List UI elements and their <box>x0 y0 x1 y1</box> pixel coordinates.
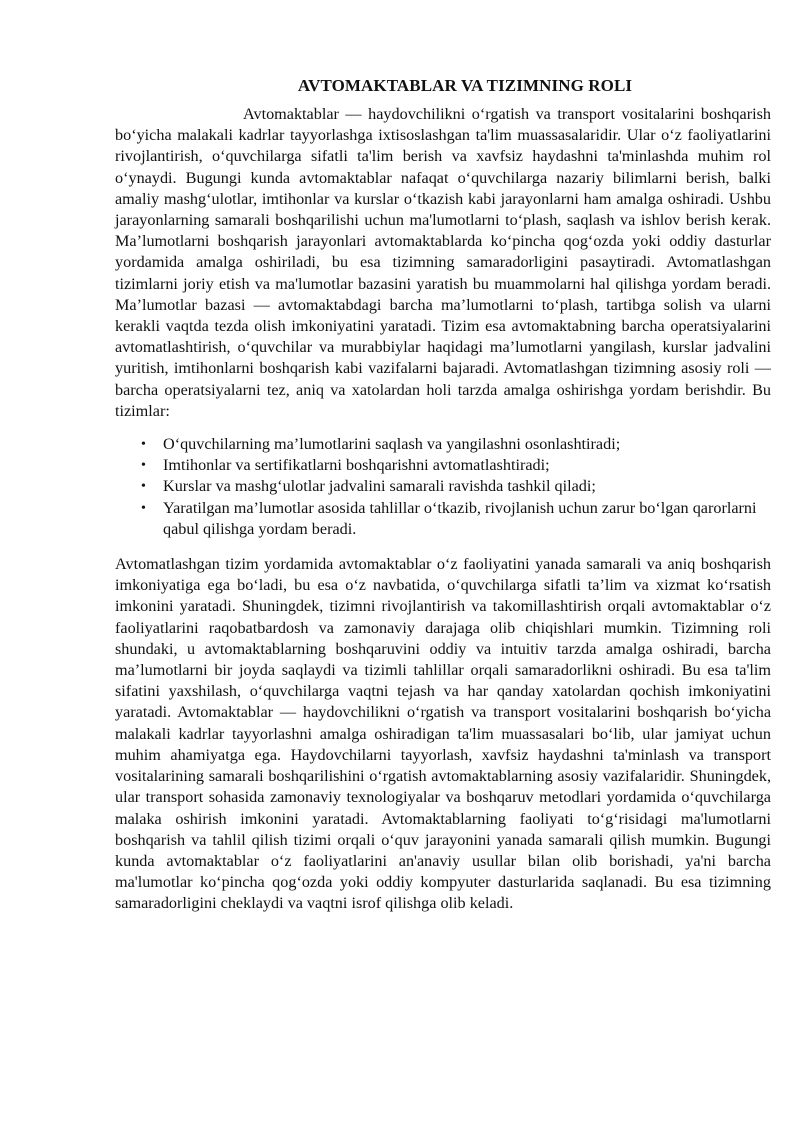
bullet-icon: • <box>141 500 146 516</box>
list-item-text: O‘quvchilarning ma’lumotlarini saqlash va yangilashni osonlashtiradi; <box>163 435 621 454</box>
list-item-text: Kurslar va mashg‘ulotlar jadvalini samarali ravishda tashkil qiladi; <box>163 477 596 496</box>
intro-paragraph: Avtomaktablar — haydovchilikni o‘rgatish va transport vositalarini boshqarish bo‘yicha malakali kadrlar tayyorlashga ixtisoslashgan ta'lim muassasalaridir. Ular o‘z faoliyatlarini rivojlantirish, o‘quvchilarga sifatli ta'lim berish va xavfsiz haydashni ta'minlashda muhim rol o‘ynaydi. Bugungi kunda avtomaktablar nafaqat o‘quvchilarga nazariy bilimlarni berish, balki amaliy mashg‘ulotlar, imtihonlar va kurslar o‘tkazish kabi jarayonlarni ham amalga oshiradi. Ushbu jarayonlarning samarali boshqarilishi uchun ma'lumotlarni to‘plash, saqlash va ishlov berish kerak. Ma’lumotlarni boshqarish jarayonlari avtomaktablarda ko‘pincha qog‘ozda yoki oddiy dasturlar yordamida amalga oshiriladi, bu esa tizimning samaradorligini pasaytiradi. Avtomatlashgan tizimlarni joriy etish va ma'lumotlar bazasini yaratish bu muammolarni hal qilishga yordam beradi. Ma’lumotlar bazasi — avtomaktabdagi barcha ma’lumotlarni to‘plash, tartibga solish va ularni kerakli vaqtda tezda olish imkoniyatini yaratadi. Tizim esa avtomaktabning barcha operatsiyalarini avtomatlashtirish, o‘quvchilar va murabbiylar haqidagi ma’lumotlarni yangilash, kurslar jadvalini yuritish, imtihonlarni boshqarish kabi vazifalarni bajaradi. Avtomatlashgan tizimning asosiy roli — barcha operatsiyalarni tez, aniq va xatolardan holi tarzda amalga oshirishga yordam berishdir. Bu tizimlar: <box>115 105 771 420</box>
bullet-icon: • <box>141 437 146 453</box>
list-item-text: Yaratilgan ma’lumotlar asosida tahlillar o‘tkazib, rivojlanish uchun zarur bo‘lgan qarorlarni qabul qilishga yordam beradi. <box>163 498 757 538</box>
bullet-icon: • <box>141 479 146 495</box>
page-title: AVTOMAKTABLAR VA TIZIMNING ROLI <box>297 76 633 95</box>
list-item <box>141 498 771 540</box>
list-item <box>141 434 771 455</box>
bullet-list <box>115 434 771 540</box>
list-item <box>141 455 771 476</box>
body-paragraph: Avtomatlashgan tizim yordamida avtomaktablar o‘z faoliyatini yanada samarali va aniq boshqarish imkoniyatiga ega bo‘ladi, bu esa o‘z navbatida, o‘quvchilarga sifatli ta’lim va xizmat ko‘rsatish imkonini yaratadi. Shuningdek, tizimni rivojlantirish va takomillashtirish orqali avtomaktablar o‘z faoliyatlarini raqobatbardosh va zamonaviy darajaga olib chiqishlari mumkin. Tizimning roli shundaki, u avtomaktablarning boshqaruvini oddiy va intuitiv tarzda amalga oshiradi, barcha ma’lumotlarni bir joyda saqlaydi va tizimli tahlillar orqali samaradorlikni oshiradi. Bu esa ta'lim sifatini yaxshilash, o‘quvchilarga vaqtni tejash va har qanday xatolardan qochish imkoniyatini yaratadi. Avtomaktablar — haydovchilikni o‘rgatish va transport vositalarini boshqarish bo‘yicha malakali kadrlar tayyorlashni amalga oshiradigan ta'lim muassasalari bo‘lib, ular jamiyat uchun muhim ahamiyatga ega. Haydovchilarni tayyorlash, xavfsiz haydashni ta'minlash va transport vositalarining samarali boshqarilishini o‘rgatish avtomaktablarning asosiy vazifalaridir. Shuningdek, ular transport sohasida zamonaviy texnologiyalar va boshqaruv metodlari yordamida o‘quvchilarga malaka oshirish imkonini yaratadi. Avtomaktablarning faoliyati to‘g‘risidagi ma'lumotlarni boshqarish va tahlil qilish tizimi orqali o‘quv jarayonini yanada samarali qilish mumkin. Bugungi kunda avtomaktablar o‘z faoliyatlarini an'anaviy usullar bilan olib borishadi, ya'ni barcha ma'lumotlar ko‘pincha qog‘ozda yoki oddiy kompyuter dasturlarida saqlanadi. Bu esa tizimning samaradorligini cheklaydi va vaqtni isrof qilishga olib keladi. <box>115 555 771 913</box>
document-page <box>115 74 771 915</box>
list-item <box>141 476 771 497</box>
bullet-icon: • <box>141 458 146 474</box>
list-item-text: Imtihonlar va sertifikatlarni boshqarishni avtomatlashtiradi; <box>163 456 550 475</box>
